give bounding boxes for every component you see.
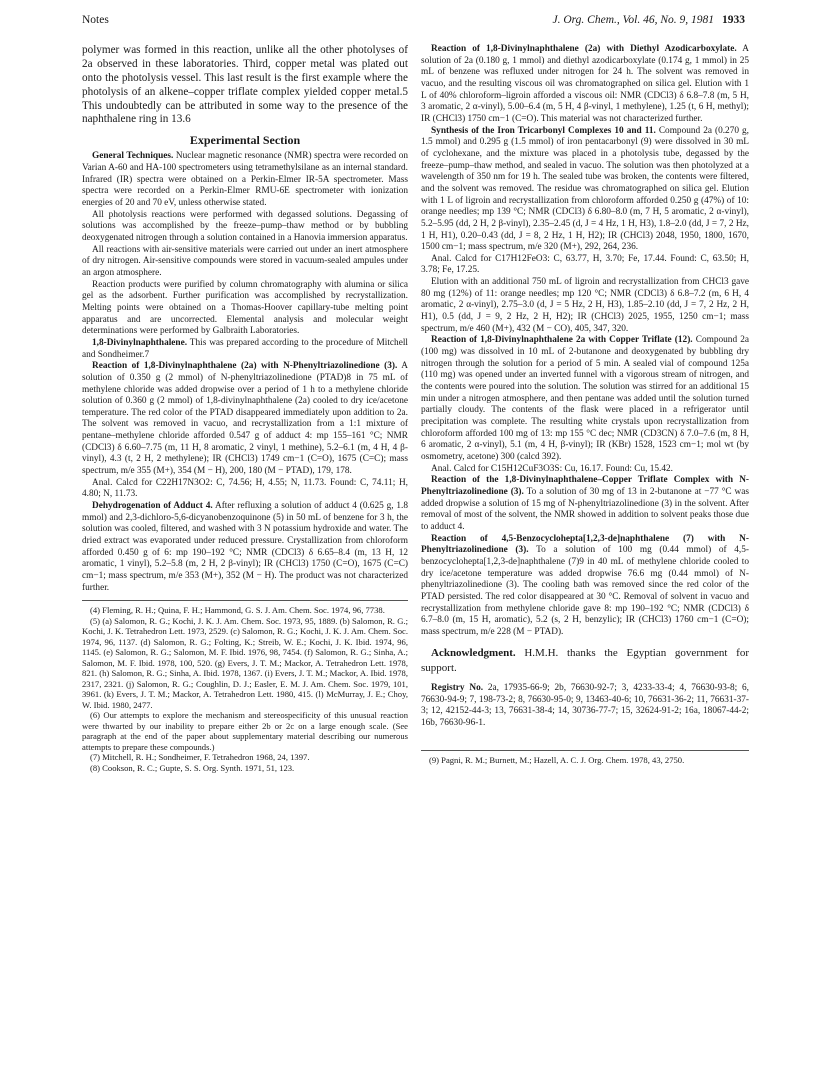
paragraph-iron-tricarbonyl: Synthesis of the Iron Tricarbonyl Complexes 10 and 11. Compound 2a (0.270 g, 1.5 mmol) and 0.295 g (1.5 mmol) of iron pentacarbonyl (9) were dissolved in 30 mL of cyclohexane, and the mixture was placed in a photolysis tube, degassed by the freeze–pump–thaw method, and sealed in vacuo. The solution was then photolyzed at a wavelength of 350 nm for 19 h. The sealed tube was broken, the contents were filtered, and the solvent was removed. The residue was chromatographed on silica gel. Elution with 1 L of ligroin and recrystallization from chloroform afforded 0.250 g (47%) of 10: orange needles; mp 139 °C; NMR (CDCl3) δ 6.80–8.0 (m, 7 H, 5 aromatic, 2 α-vinyl), 5.2–5.95 (dd, 2 H, 2 β-vinyl), 2.35–2.45 (d, J = 4 Hz, 1 H, H3), 1.8–2.0 (dd, J = 7, 2 Hz, 1 H, H1), 0.20–0.43 (dd, J = 8, 2 Hz, 1 H, H2); IR (CHCl3) 2048, 1950, 1800, 1670, 1500 cm−1; mass spectrum, m/e 320 (M+), 292, 264, 236. [421,125,749,253]
paragraph-analysis-10: Anal. Calcd for C17H12FeO3: C, 63.77, H, 3.70; Fe, 17.44. Found: C, 63.50; H, 3.78; Fe, 17.25. [421,253,749,276]
registry-numbers: Registry No. 2a, 17935-66-9; 2b, 76630-92-7; 3, 4233-33-4; 4, 76630-93-8; 6, 76630-94-9; 7, 198-73-2; 8, 76630-95-0; 9, 13463-40-6; 10, 76631-36-2; 11, 76631-37-3; 12, 42152-44-3; 13, 76631-38-4; 14, 30736-77-7; 15, 32624-91-2; 16a, 18067-44-2; 16b, 76630-96-1. [421,683,749,729]
footnote: (8) Cookson, R. C.; Gupte, S. S. Org. Synth. 1971, 51, 123. [90,762,295,773]
header-journal [552,14,745,26]
paragraph-general-techniques: General Techniques. Nuclear magnetic resonance (NMR) spectra were recorded on Varian A-60 and HA-100 spectrometers using tetramethylsilane as an internal standard. Infrared (IR) spectra were obtained on a Perkin-Elmer IR-5A spectrometer. Mass spectra were recorded on a Perkin-Elmer RMU-6E spectrometer with ionization energies of 20 and 70 eV, unless otherwise stated. [82,151,409,209]
paragraph-analysis-4: Anal. Calcd for C22H17N3O2: C, 74.56; H, 4.55; N, 11.73. Found: C, 74.11; H, 4.80; N, 11.73. [82,477,408,500]
paragraph-purification: Reaction products were purified by column chromatography with alumina or silica gel as the adsorbent. Further purification was accomplished by recrystallization. Melting points were obtained on a Thomas-Hoover capillary-tube melting point apparatus and are uncorrected. Elemental analysis and molecular weight determinations were performed by Galbraith Laboratories. [82,279,408,337]
paragraph-analysis-13: Anal. Calcd for C15H12CuF3O3S: Cu, 16.17. Found: Cu, 15.42. [431,463,673,474]
paragraph-diethyl-azodicarboxylate: Reaction of 1,8-Divinylnaphthalene (2a) with Diethyl Azodicarboxylate. A solution of 2a (0.180 g, 1 mmol) and diethyl azodicarboxylate (0.174 g, 1 mmol) in 25 mL of benzene was refluxed under nitrogen for 24 h. The solvent was removed in vacuo, and the resulting viscous oil was chromatographed on silica gel. Elution with 1 L of 40% chloroform–ligroin afforded a viscous oil: NMR (CDCl3) δ 6.8–7.8 (m, 5 H, 3 aromatic, 2 α-vinyl), 5.00–6.4 (m, 5 H, 4 β-vinyl, 1 methylene), 1.25 (t, 6 H, methyl); IR (CHCl3) 1750 cm−1 (C=O). This material was not characterized further. [421,44,750,124]
page-number: 1933 [722,14,745,26]
paragraph-air-sensitive: All reactions with air-sensitive materials were carried out under an inert atmosphere of dry nitrogen. Air-sensitive compounds were stored in vacuum-sealed ampules under an argon atmosphere. [82,244,408,278]
paragraph-dehydrogenation: Dehydrogenation of Adduct 4. After refluxing a solution of adduct 4 (0.625 g, 1.8 mmol) and 2,3-dichloro-5,6-dicyanobenzoquinone (5) in 50 mL of benzene for 3 h, the solution was cooled, filtered, and washed with 3 N potassium hydroxide and water. The dried extract was evaporated under reduced pressure. Crystallization from chloroform afforded 0.450 g of 6: mp 190–192 °C; NMR (CDCl3) δ 6.65–8.4 (m, 13 H, 12 aromatic, 1 vinyl), 5.2–5.8 (m, 2 H, 2 β-vinyl); IR (CHCl3) 1750 (C=O), 1675 (C=C) cm−1; mass spectrum, m/e 353 (M+), 352 (M − H). The product was not characterized further. [82,501,408,593]
header-section: Notes [82,14,109,26]
footnote: (7) Mitchell, R. H.; Sondheimer, F. Tetrahedron 1968, 24, 1397. [90,752,310,763]
paragraph-benzocycloheptanaphthalene: Reaction of 4,5-Benzocyclohepta[1,2,3-de]naphthalene (7) with N-Phenyltriazolinedione (3). To a solution of 100 mg (0.44 mmol) of 4,5-benzocyclohepta[1,2,3-de]naphthalene (7)9 in 40 mL of methylene chloride cooled to dry ice/acetone temperature was added dropwise 76.6 mg (0.44 mmol) of N-phenyltriazolinedione (3). The cooling bath was removed since the red color of the PTAD persisted. The red color disappeared at 30 °C. Removal of solvent in vacuo and recrystallization from methylene chloride gave 8: mp 190–192 °C; NMR (CDCl3) δ 6.7–8.0 (m, 15 H, aromatic), 5.2 (s, 2 H, benzylic); IR (CHCl3) 1760 cm−1 (C=O); mass spectrum, m/e 228 (M − PTAD). [421,533,749,637]
paragraph-copper-complex-ptad: Reaction of the 1,8-Divinylnaphthalene–Copper Triflate Complex with N-Phenyltriazolinedione (3). To a solution of 30 mg of 13 in 2-butanone at −77 °C was added dropwise a solution of 15 mg of N-phenyltriazolinedione (3) in the solvent. After removal of most of the solvent, the NMR showed in addition to solvent peaks those due to adduct 4. [421,475,749,532]
footnote: (6) Our attempts to explore the mechanism and stereospecificity of this unusual reaction were thwarted by our inability to prepare either 2b or 2c on a large enough scale. (See paragraph at the end of the paper about supplementary material describing our numerous attempts to prepare these compounds.) [82,710,408,752]
footnote: (4) Fleming, R. H.; Quina, F. H.; Hammond, G. S. J. Am. Chem. Soc. 1974, 96, 7738. [90,605,385,616]
footnote: (5) (a) Salomon, R. G.; Kochi, J. K. J. Am. Chem. Soc. 1973, 95, 1889. (b) Salomon, R. G.; Kochi, J. K. Tetrahedron Lett. 1973, 2529. (c) Salomon, R. G.; Kochi, J. K. J. Am. Chem. Soc. 1974, 96, 1137. (d) Salomon, R. G.; Folting, K.; Streib, W. E.; Kochi, J. K. Ibid. 1974, 96, 1145. (e) Salomon, R. G.; Salomon, M. F. Ibid. 1976, 98, 7454. (f) Salomon, R. G.; Sinha, A.; Salomon, M. F. Ibid. 1978, 100, 520. (g) Evers, J. T. M.; Mackor, A. Tetrahedron Lett. 1978, 821. (h) Salomon, R. G.; Sinha, A. Ibid. 1978, 1367. (i) Evers, J. T. M.; Mackor, A. Ibid. 1978, 2317, 2321. (j) Salomon, R. G.; Coughlin, D. J.; Easler, E. M. J. Am. Chem. Soc. 1979, 101, 3961. (k) Evers, J. T. M.; Mackor, A. Tetrahedron Lett. 1980, 415. (l) McMurray, J. E.; Choy, W. Ibid. 1980, 2477. [82,615,408,710]
left-column [82,44,408,773]
footnote-9: (9) Pagni, R. M.; Burnett, M.; Hazell, A. C. J. Org. Chem. 1978, 43, 2750. [421,750,749,765]
paragraph-compound-11: Elution with an additional 750 mL of ligroin and recrystallization from CHCl3 gave 80 mg (12%) of 11: orange needles; mp 120 °C; NMR (CDCl3) δ 6.8–7.2 (m, 6 H, 4 aromatic, 2 α-vinyl), 2.75–3.0 (d, J = 5 Hz, 2 H, H3), 1.85–2.10 (dd, J = 7, 2 Hz, 2 H, H1), 0.5 (dd, J = 9, 2 Hz, 2 H, H2); IR (CHCl3) 2025, 1955, 1250 cm−1; mass spectrum, m/e 460 (M+), 432 (M − CO), 405, 347, 320. [421,277,749,334]
paragraph-divinylnaphthalene: 1,8-Divinylnaphthalene. This was prepared according to the procedure of Mitchell and Sondheimer.7 [82,337,408,360]
paragraph-photolysis: All photolysis reactions were performed with degassed solutions. Degassing of solutions was accomplished by the freeze–pump–thaw method or by bubbling deoxygenated nitrogen through a solution contained in a Hanovia immersion apparatus. [82,209,408,243]
footnotes [82,600,408,773]
journal-citation: J. Org. Chem., Vol. 46, No. 9, 1981 [552,14,714,26]
running-header [82,14,745,30]
right-column [421,44,749,765]
paragraph-reaction-ptad: Reaction of 1,8-Divinylnaphthalene (2a) with N-Phenyltriazolinedione (3). A solution of 0.350 g (2 mmol) of N-phenyltriazolinedione (PTAD)8 in 75 mL of methylene chloride was added dropwise over a period of 1 h to a methylene chloride solution of 0.360 g (2 mmol) of 1,8-divinylnaphthalene (2a) cooled to dry ice/acetone temperature. The red color of the PTAD disappeared immediately upon addition to 2a. The solvent was removed in vacuo, and recrystallization from a 1:1 mixture of pentane–methylene chloride afforded 0.547 g of adduct 4: mp 155–161 °C; NMR (CDCl3) δ 6.60–7.75 (m, 11 H, 8 aromatic, 2 vinyl, 1 methine), 5.2–6.1 (m, 4 H, 4 β-vinyl), 4.3 (t, 2 H, 2 methylene); IR (CHCl3) 1749 cm−1 (C=O), 1675 (C=C); mass spectrum, m/e 355 (M+), 354 (M − H), 200, 180 (M − PTAD), 179, 178. [82,361,409,477]
section-heading: Experimental Section [189,133,301,148]
lead-paragraph: polymer was formed in this reaction, unlike all the other photolyses of 2a observed in these laboratories. Third, copper metal was plated out onto the photolysis vessel. This last result is the first example where the photolysis of an alkene–copper triflate complex yielded copper metal.5 This undoubtedly can be attributed in some way to the presence of the naphthalene ring in 13.6 [82,44,408,126]
paragraph-copper-triflate: Reaction of 1,8-Divinylnaphthalene 2a with Copper Triflate (12). Compound 2a (100 mg) was dissolved in 10 mL of 2-butanone and deoxygenated by bubbling dry nitrogen through the solution for a period of 5 min. A sealed vial of compound 125a (110 mg) was opened under an inverted funnel with a vigorous stream of nitrogen, and the contents were poured into the solution. The solution was stirred for an additional 15 min under a nitrogen atmosphere, and then pentane was added until the solution turned partially cloudy. The contents of the flask were placed in a refrigerator until precipitation was complete. The resulting white crystals upon recrystallization from chloroform afforded 100 mg of 13: mp 155 °C dec; NMR (CD3CN) δ 7.0–7.6 (m, 8 H, 6 aromatic, 2 α-vinyl), 5.1 (m, 4 H, β-vinyl); IR (KBr) 1528, 1523 cm−1; mol wt (by osmometry, acetone) 300 (calcd 392). [421,335,749,462]
acknowledgment: Acknowledgment. H.M.H. thanks the Egyptian government for support. [421,647,749,674]
